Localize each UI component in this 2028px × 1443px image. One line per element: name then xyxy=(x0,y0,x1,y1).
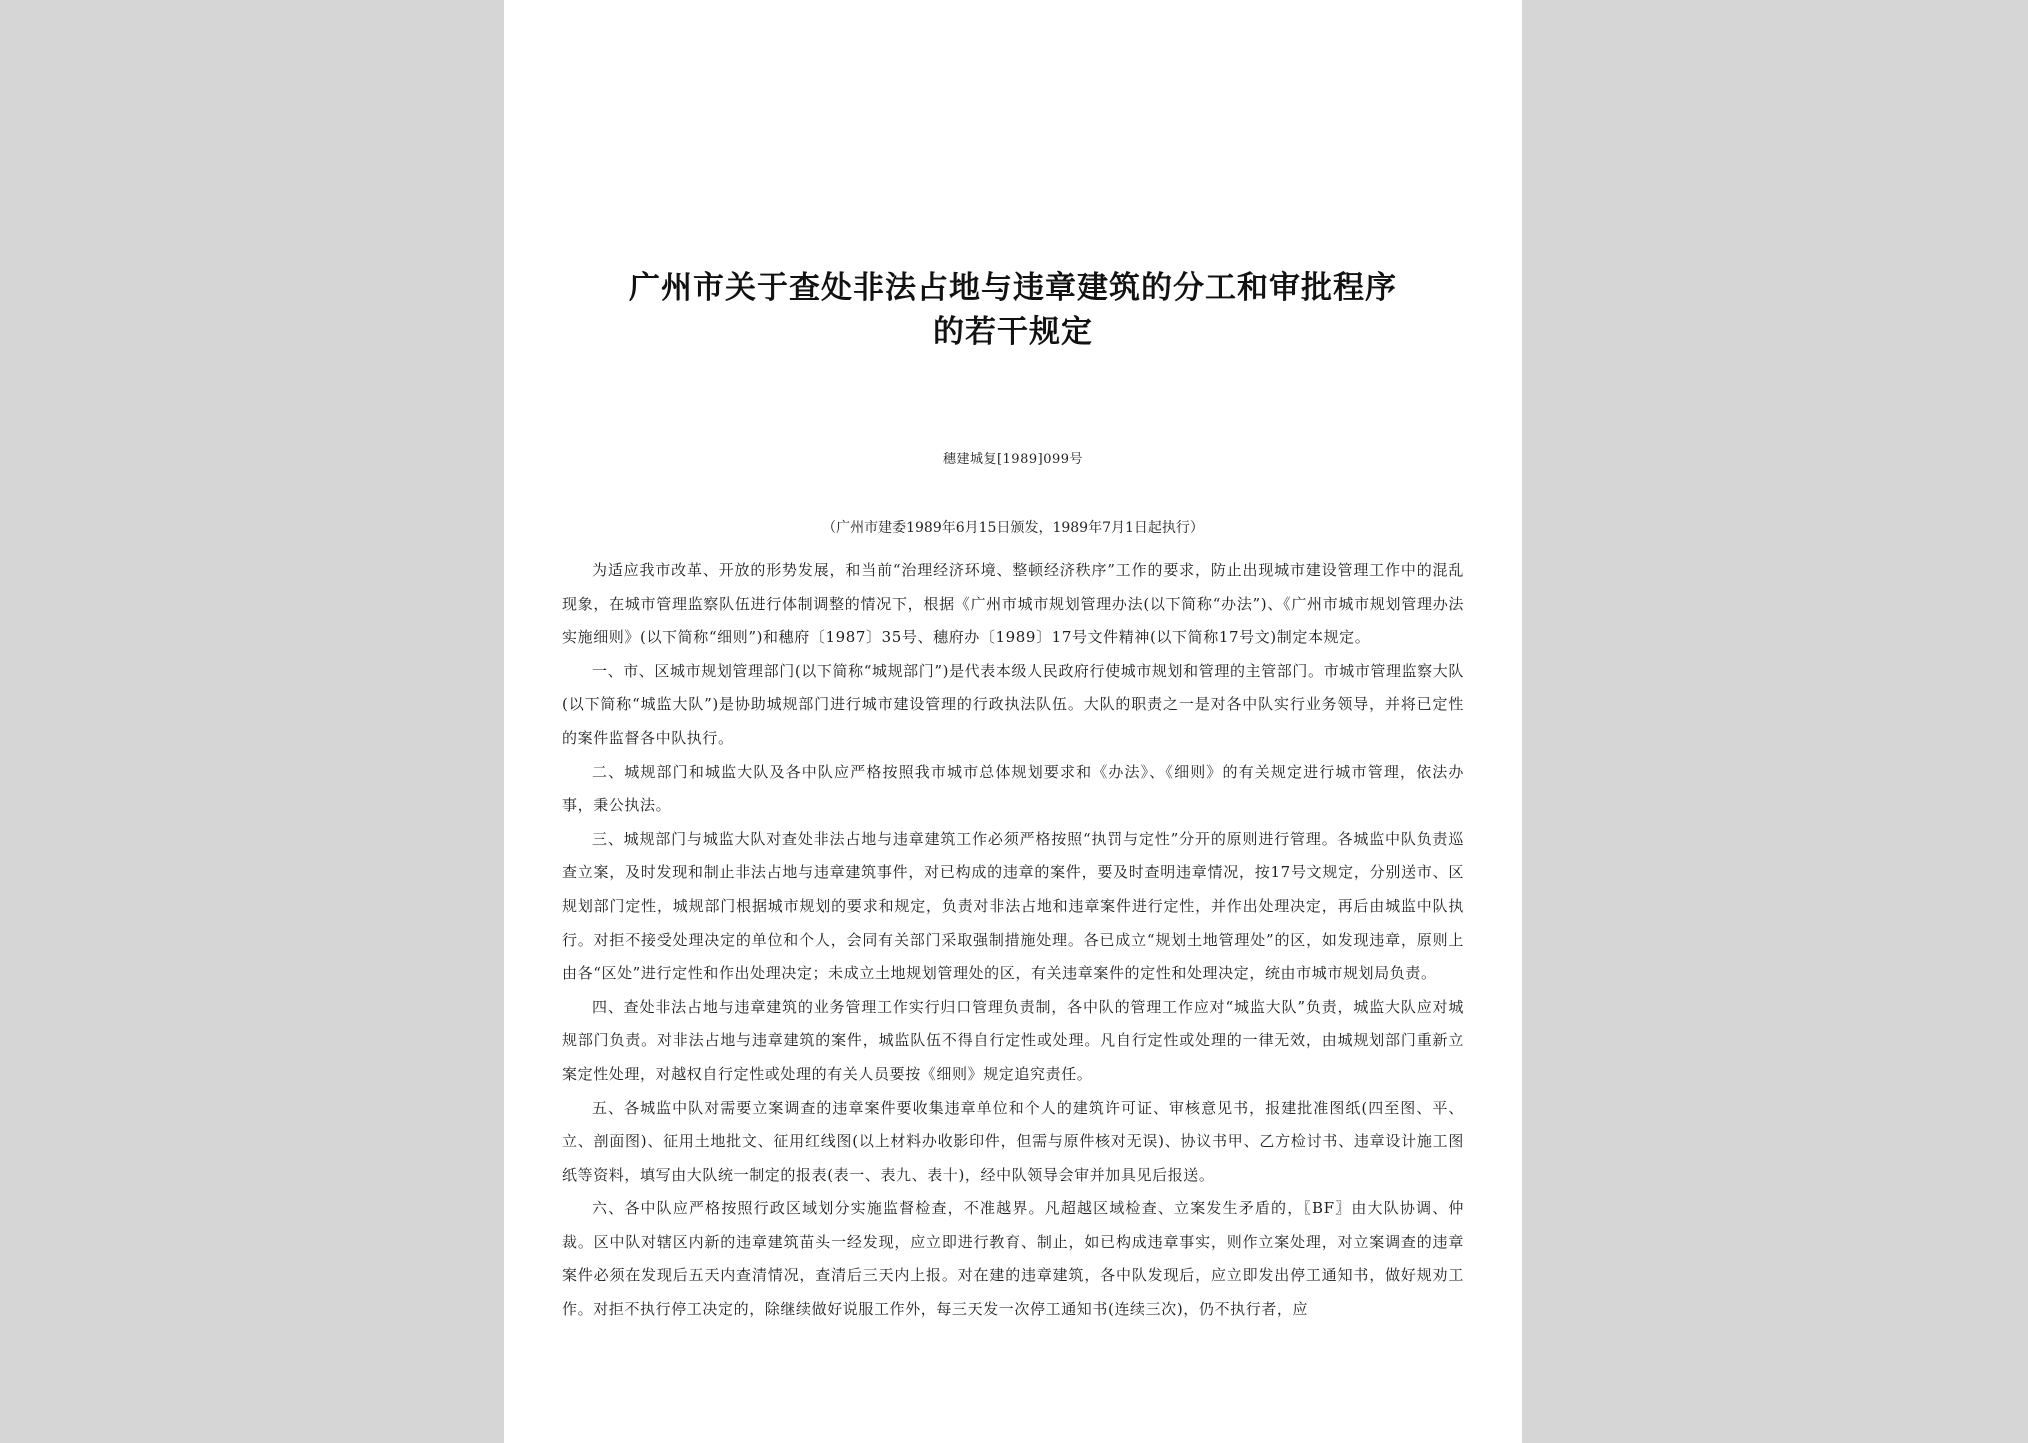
paragraph-article-4: 四、查处非法占地与违章建筑的业务管理工作实行归口管理负责制，各中队的管理工作应对“城监大队”负责，城监大队应对城规部门负责。对非法占地与违章建筑的案件，城监队伍不得自行定性或处理。凡自行定性或处理的一律无效，由城规划部门重新立案定性处理，对越权自行定性或处理的有关人员要按《细则》规定追究责任。 xyxy=(562,997,1464,1083)
document-title xyxy=(562,266,1464,354)
paragraph-article-1: 一、市、区城市规划管理部门(以下简称“城规部门”)是代表本级人民政府行使城市规划和管理的主管部门。市城市管理监察大队(以下简称“城监大队”)是协助城规部门进行城市建设管理的行政执法队伍。大队的职责之一是对各中队实行业务领导，并将已定性的案件监督各中队执行。 xyxy=(562,661,1464,747)
title-line-2: 的若干规定 xyxy=(933,314,1093,350)
title-line-1: 广州市关于查处非法占地与违章建筑的分工和审批程序 xyxy=(629,270,1397,306)
document-number: 穗建城复[1989]099号 xyxy=(942,452,1084,467)
paragraph-article-6: 六、各中队应严格按照行政区域划分实施监督检查，不准越界。凡超越区域检查、立案发生矛盾的，〖BF〗由大队协调、仲裁。区中队对辖区内新的违章建筑苗头一经发现，应立即进行教育、制止，如已构成违章事实，则作立案处理，对立案调查的违章案件必须在发现后五天内查清情况，查清后三天内上报。对在建的违章建筑，各中队发现后，应立即发出停工通知书，做好规劝工作。对拒不执行停工决定的，除继续做好说服工作外，每三天发一次停工通知书(连续三次)，仍不执行者，应 xyxy=(562,1199,1464,1319)
document-page xyxy=(504,0,1522,1443)
paragraph-preamble: 为适应我市改革、开放的形势发展，和当前“治理经济环境、整顿经济秩序”工作的要求，防止出现城市建设管理工作中的混乱现象，在城市管理监察队伍进行体制调整的情况下，根据《广州市城市规划管理办法(以下简称“办法”)、《广州市城市规划管理办法实施细则》(以下简称“细则”)和穗府〔1987〕35号、穗府办〔1989〕17号文件精神(以下简称17号文)制定本规定。 xyxy=(562,561,1464,647)
paragraph-article-5: 五、各城监中队对需要立案调查的违章案件要收集违章单位和个人的建筑许可证、审核意见书，报建批准图纸(四至图、平、立、剖面图)、征用土地批文、征用红线图(以上材料办收影印件，但需与原件核对无误)、协议书甲、乙方检讨书、违章设计施工图纸等资料，填写由大队统一制定的报表(表一、表九、表十)，经中队领导会审并加具见后报送。 xyxy=(562,1098,1464,1184)
paragraph-article-3: 三、城规部门与城监大队对查处非法占地与违章建筑工作必须严格按照“执罚与定性”分开的原则进行管理。各城监中队负责巡查立案，及时发现和制止非法占地与违章建筑事件，对已构成的违章的案件，要及时查明违章情况，按17号文规定，分别送市、区规划部门定性，城规部门根据城市规划的要求和规定，负责对非法占地和违章案件进行定性，并作出处理决定，再后由城监中队执行。对拒不接受处理决定的单位和个人，会同有关部门采取强制措施处理。各已成立“规划土地管理处”的区，如发现违章，原则上由各“区处”进行定性和作出处理决定；未成立土地规划管理处的区，有关违章案件的定性和处理决定，统由市城市规划局负责。 xyxy=(562,829,1464,983)
paragraph-article-2: 二、城规部门和城监大队及各中队应严格按照我市城市总体规划要求和《办法》、《细则》的有关规定进行城市管理，依法办事，秉公执法。 xyxy=(562,762,1464,815)
issuance-note: （广州市建委1989年6月15日颁发，1989年7月1日起执行） xyxy=(822,520,1204,536)
document-body xyxy=(562,554,1464,1327)
